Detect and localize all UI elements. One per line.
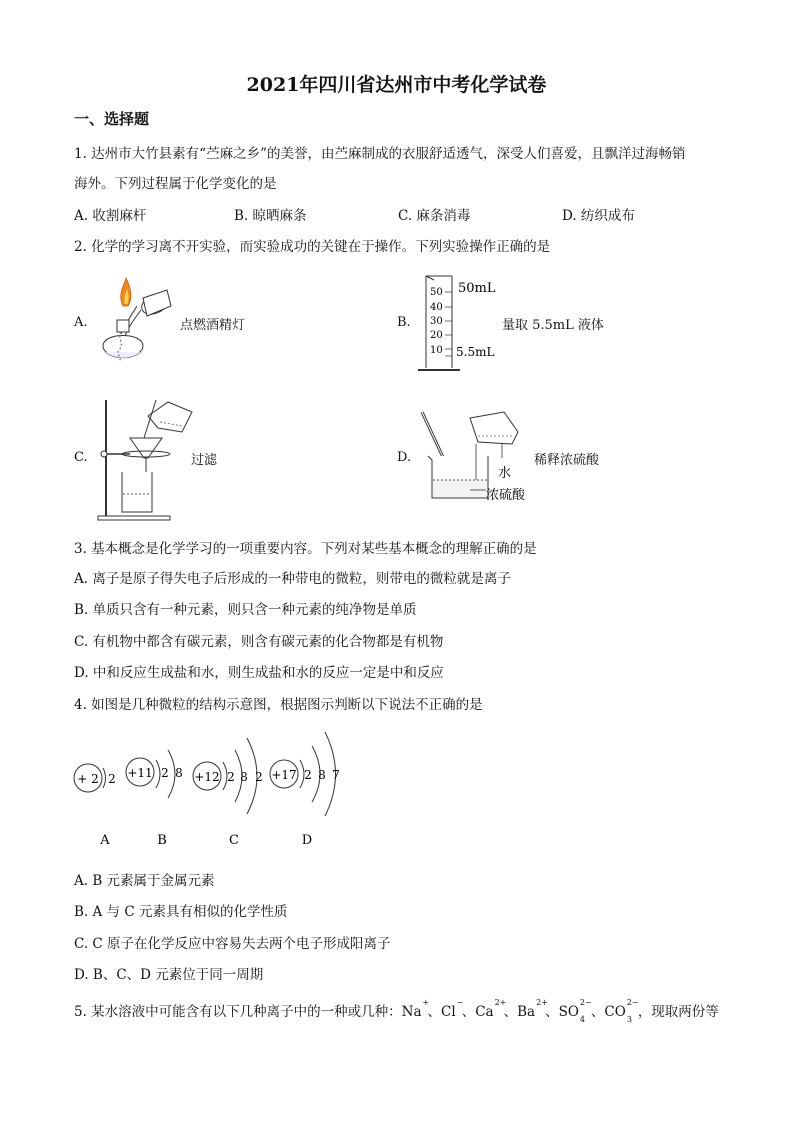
particle-c-letter: C [229, 833, 239, 848]
ion-carbonate: CO 2− 3 [604, 998, 639, 1024]
question-2-option-a-caption: 点燃酒精灯 [180, 318, 246, 333]
question-2-option-b-caption: 量取 5.5mL 液体 [502, 318, 604, 333]
ion-sulfate: SO 2− 4 [558, 998, 592, 1024]
page-title: 2021年四川省达州市中考化学试卷 [246, 74, 547, 96]
particle-c-shell-2: 8 [240, 770, 248, 784]
particle-d-letter: D [301, 833, 313, 848]
dilute-sulfuric-acid-figure [418, 408, 538, 504]
question-3-text: 3. 基本概念是化学学习的一项重要内容。下列对某些基本概念的理解正确的是 [74, 541, 537, 557]
particle-d-shell-1: 2 [304, 768, 312, 782]
question-1-option-b: B. 晾晒麻条 [234, 208, 307, 224]
question-4-option-d: D. B、C、D 元素位于同一周期 [74, 967, 264, 983]
question-3-option-a: A. 离子是原子得失电子后形成的一种带电的微粒，则带电的微粒就是离子 [74, 571, 511, 587]
question-2-option-c-caption: 过滤 [191, 453, 218, 468]
particle-a-letter: A [100, 833, 110, 848]
question-5-prefix: 5. 某水溶液中可能含有以下几种离子中的一种或几种： [74, 1004, 402, 1020]
question-2-option-a-letter: A. [74, 315, 88, 330]
question-1-line-1: 1. 达州市大竹县素有“苎麻之乡”的美誉，由苎麻制成的衣服舒适透气，深受人们喜爱，且飘洋过海畅销 [74, 146, 686, 162]
particle-b-nucleus: +11 [127, 766, 153, 780]
particle-a-shell-1: 2 [108, 772, 116, 786]
question-1-option-c: C. 麻条消毒 [398, 208, 471, 224]
alcohol-lamp-lighting-figure [95, 276, 180, 372]
particle-a-nucleus: + 2 [77, 772, 99, 786]
question-2-option-c-letter: C. [74, 450, 88, 465]
question-1-option-a: A. 收割麻杆 [74, 208, 147, 224]
question-4-text: 4. 如图是几种微粒的结构示意图，根据图示判断以下说法不正确的是 [74, 697, 483, 713]
water-label: 水 [498, 466, 512, 481]
particle-c-nucleus: +12 [194, 770, 220, 784]
cylinder-tick-30: 30 [430, 316, 443, 327]
ion-barium: Ba 2+ [517, 998, 548, 1020]
concentrated-acid-label: 浓硫酸 [486, 488, 526, 503]
particle-d-shell-3: 7 [332, 768, 340, 782]
particle-c-shell-3: 2 [255, 770, 263, 784]
question-3-option-c: C. 有机物中都含有碳元素，则含有碳元素的化合物都是有机物 [74, 634, 444, 650]
question-3-option-d: D. 中和反应生成盐和水，则生成盐和水的反应一定是中和反应 [74, 665, 444, 681]
particle-d-nucleus: +17 [271, 768, 297, 782]
question-4-option-b: B. A 与 C 元素具有相似的化学性质 [74, 904, 288, 920]
ion-calcium: Ca 2+ [475, 998, 507, 1020]
question-3-option-b: B. 单质只含有一种元素，则只含一种元素的纯净物是单质 [74, 602, 417, 618]
question-1-option-d: D. 纺织成布 [562, 208, 635, 224]
particle-d-shell-2: 8 [318, 768, 326, 782]
graduated-cylinder-figure [414, 272, 504, 376]
particle-b-letter: B [157, 833, 167, 848]
cylinder-volume-label: 5.5mL [456, 345, 495, 359]
question-4-option-c: C. C 原子在化学反应中容易失去两个电子形成阳离子 [74, 936, 391, 952]
question-2-option-b-letter: B. [397, 315, 411, 330]
cylinder-tick-40: 40 [430, 302, 443, 313]
filtration-apparatus-figure [96, 394, 196, 522]
question-4-option-a: A. B 元素属于金属元素 [74, 873, 215, 889]
particle-b-shell-2: 8 [175, 766, 183, 780]
question-2-text: 2. 化学的学习离不开实验，而实验成功的关键在于操作。下列实验操作正确的是 [74, 239, 551, 255]
section-heading: 一、选择题 [74, 110, 150, 128]
question-5-text: 5. 某水溶液中可能含有以下几种离子中的一种或几种：Na + 、Cl − 、Ca 2+ 、Ba 2+ 、SO 2− 4 、CO 2− 3 ，现取两份等 [74, 998, 719, 1024]
ion-sodium: Na + [401, 998, 430, 1020]
particle-c-shell-1: 2 [227, 770, 235, 784]
cylinder-tick-50: 50 [430, 287, 443, 298]
cylinder-tick-10: 10 [430, 345, 443, 356]
particle-b-shell-1: 2 [161, 766, 169, 780]
question-2-option-d-caption: 稀释浓硫酸 [534, 453, 600, 468]
cylinder-capacity-label: 50mL [458, 281, 496, 296]
ion-chloride: Cl − [441, 998, 464, 1020]
question-1-line-2: 海外。下列过程属于化学变化的是 [74, 176, 277, 192]
question-2-option-d-letter: D. [397, 450, 412, 465]
cylinder-tick-20: 20 [430, 330, 443, 341]
atomic-structure-diagram [70, 722, 370, 854]
